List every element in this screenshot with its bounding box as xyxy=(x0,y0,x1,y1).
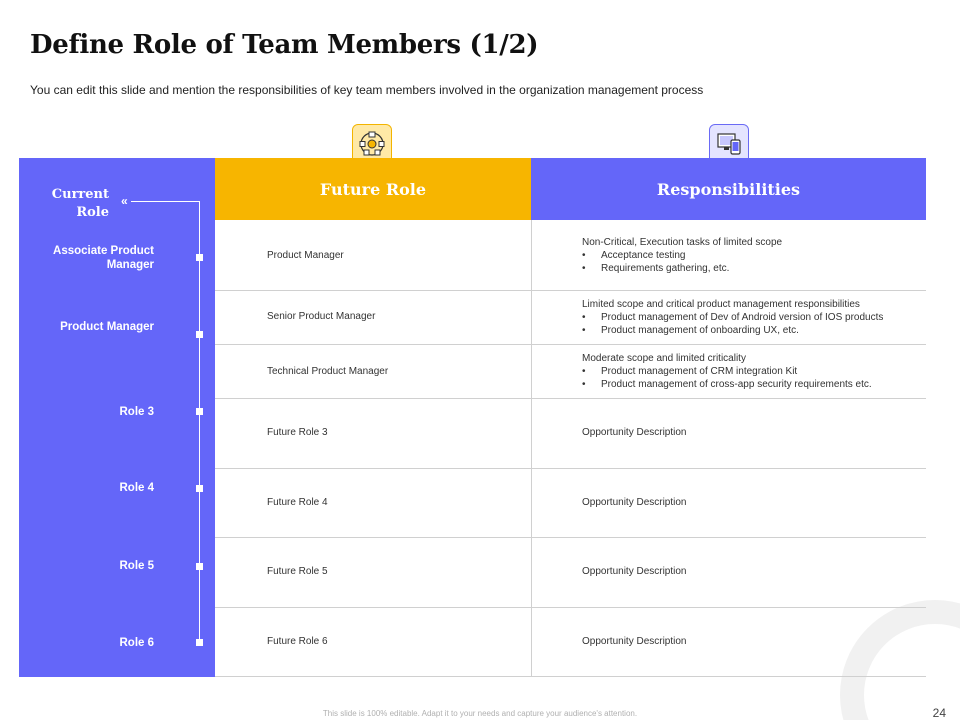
responsibility-title: Limited scope and critical product management responsibilities xyxy=(582,299,860,310)
responsibility-bullet: • Product management of onboarding UX, etc. xyxy=(582,324,883,337)
timeline-dot xyxy=(196,563,203,570)
responsibility-bullet: • Product management of Dev of Android version of IOS products xyxy=(582,311,883,324)
table-row xyxy=(215,399,926,469)
current-role-item: Role 4 xyxy=(119,482,154,494)
timeline-dot xyxy=(196,639,203,646)
future-role-cell: Future Role 5 xyxy=(267,566,328,577)
future-role-cell: Senior Product Manager xyxy=(267,311,376,322)
table-row xyxy=(215,345,926,399)
responsibility-cell xyxy=(582,236,782,275)
timeline-line xyxy=(199,201,200,643)
responsibility-cell: Opportunity Description xyxy=(582,636,687,647)
page-subtitle: You can edit this slide and mention the responsibilities of key team members involved in the organization management process xyxy=(30,83,704,97)
current-role-item: Product Manager xyxy=(60,321,154,333)
responsibility-cell: Opportunity Description xyxy=(582,566,687,577)
table-row xyxy=(215,608,926,677)
table-row xyxy=(215,291,926,345)
responsibility-bullet: • Product management of cross-app security requirements etc. xyxy=(582,378,872,391)
page-title: Define Role of Team Members (1/2) xyxy=(30,30,539,60)
current-role-item: Role 3 xyxy=(119,406,154,418)
timeline-dot xyxy=(196,485,203,492)
responsibilities-header: Responsibilities xyxy=(531,158,926,220)
responsibility-cell xyxy=(582,352,872,391)
timeline-dot xyxy=(196,254,203,261)
future-role-cell: Technical Product Manager xyxy=(267,366,389,377)
responsibility-bullet: • Requirements gathering, etc. xyxy=(582,262,782,275)
timeline-dot xyxy=(196,408,203,415)
responsibility-cell: Opportunity Description xyxy=(582,427,687,438)
future-role-cell: Product Manager xyxy=(267,250,344,261)
responsibility-cell: Opportunity Description xyxy=(582,497,687,508)
current-role-item: Role 6 xyxy=(119,637,154,649)
chevron-left-icon: « xyxy=(121,194,128,208)
page-number: 24 xyxy=(932,706,946,720)
table-row xyxy=(215,538,926,608)
footer-note: This slide is 100% editable. Adapt it to your needs and capture your audience's attention. xyxy=(322,709,638,718)
future-role-cell: Future Role 6 xyxy=(267,636,328,647)
responsibility-bullet: • Product management of CRM integration Kit xyxy=(582,365,872,378)
current-role-item: Associate Product Manager xyxy=(53,245,154,271)
future-role-header: Future Role xyxy=(215,158,531,220)
connector-line xyxy=(131,201,200,202)
responsibility-cell xyxy=(582,298,883,337)
current-role-heading: Current Role xyxy=(51,187,109,220)
future-role-cell: Future Role 3 xyxy=(267,427,328,438)
current-role-panel xyxy=(19,158,215,677)
responsibility-title: Non-Critical, Execution tasks of limited scope xyxy=(582,237,783,248)
responsibility-bullet: • Acceptance testing xyxy=(582,249,782,262)
future-role-cell: Future Role 4 xyxy=(267,497,328,508)
table-row xyxy=(215,469,926,538)
table-row xyxy=(215,220,926,291)
responsibility-title: Moderate scope and limited criticality xyxy=(582,353,746,364)
timeline-dot xyxy=(196,331,203,338)
current-role-item: Role 5 xyxy=(119,560,154,572)
